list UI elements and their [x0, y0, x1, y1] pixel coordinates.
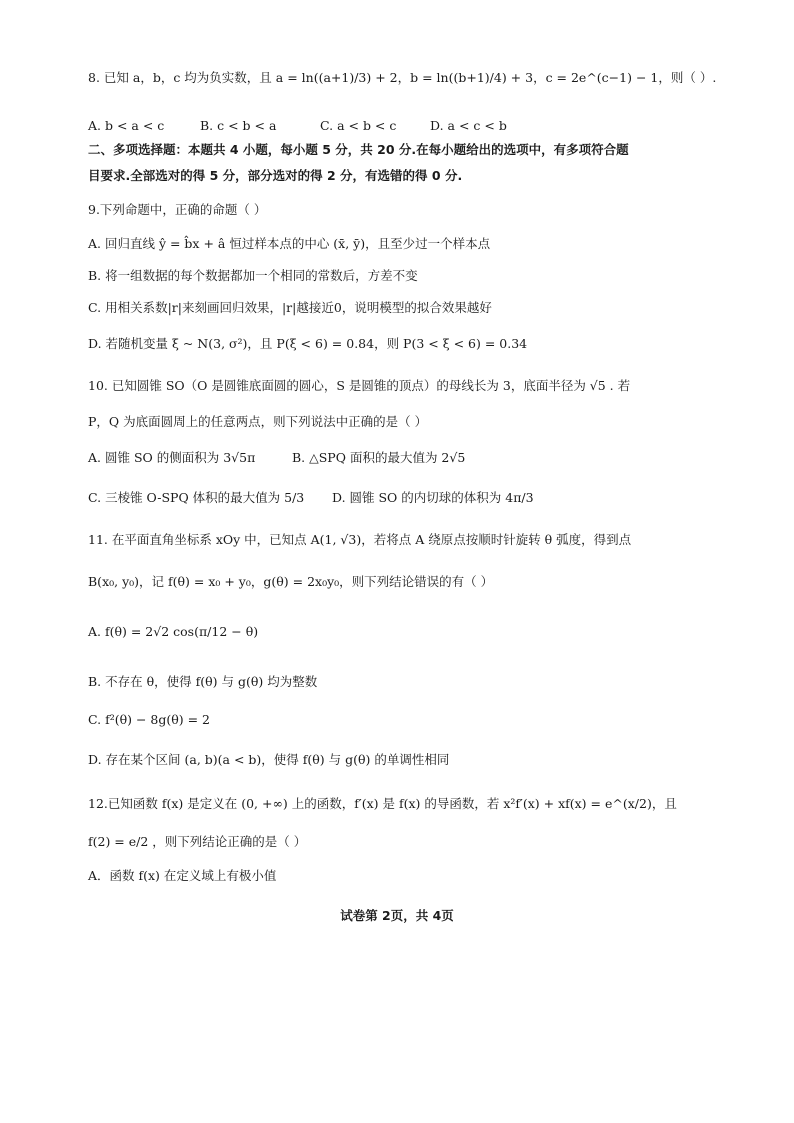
q10-option-d: D. 圆锥 SO 的内切球的体积为 4π/3 [332, 490, 534, 505]
q9-option-d: D. 若随机变量 ξ ~ N(3, σ²)，且 P(ξ < 6) = 0.84，则 P(3 < ξ < 6) = 0.34 [88, 336, 528, 351]
q11-option-d: D. 存在某个区间 (a, b)(a < b)，使得 f(θ) 与 g(θ) 的单调性相同 [88, 752, 450, 767]
q8-option-b: B. c < b < a [200, 118, 277, 133]
q8-stem: 8. 已知 a，b，c 均为负实数，且 a = ln((a+1)/3) + 2，b = ln((b+1)/4) + 3，c = 2e^(c−1) − 1，则（ ）. [88, 70, 717, 85]
page-footer: 试卷第 2页，共 4页 [340, 908, 454, 923]
q9-option-a: A. 回归直线 ŷ = b̂x + â 恒过样本点的中心 (x̄, ȳ)，且至少过一个样本点 [88, 236, 491, 251]
q10-stem-line1: 10. 已知圆锥 SO（O 是圆锥底面圆的圆心，S 是圆锥的顶点）的母线长为 3，底面半径为 √5 . 若 [88, 378, 631, 393]
q9-option-c: C. 用相关系数|r|来刻画回归效果，|r|越接近0，说明模型的拟合效果越好 [88, 300, 492, 315]
q11-stem-line1: 11. 在平面直角坐标系 xOy 中，已知点 A(1, √3)，若将点 A 绕原点按顺时针旋转 θ 弧度，得到点 [88, 532, 632, 547]
q8-option-c: C. a < b < c [320, 118, 397, 133]
q8-option-a: A. b < a < c [88, 118, 165, 133]
q12-stem-line1: 12.已知函数 f(x) 是定义在 (0, +∞) 上的函数，f′(x) 是 f(x) 的导函数，若 x²f′(x) + xf(x) = e^(x/2)，且 [88, 796, 677, 811]
q9-option-b: B. 将一组数据的每个数据都加一个相同的常数后，方差不变 [88, 268, 418, 283]
q8-option-d: D. a < c < b [430, 118, 507, 133]
q12-option-a: A．函数 f(x) 在定义域上有极小值 [88, 868, 277, 883]
q10-option-b: B. △SPQ 面积的最大值为 2√5 [292, 450, 466, 465]
q11-option-c: C. f²(θ) − 8g(θ) = 2 [88, 712, 211, 727]
q9-stem: 9.下列命题中，正确的命题（ ） [88, 202, 267, 217]
section2-instruction-line2: 目要求.全部选对的得 5 分，部分选对的得 2 分，有选错的得 0 分. [88, 168, 463, 183]
section2-instruction-line1: 二、多项选择题：本题共 4 小题，每小题 5 分，共 20 分.在每小题给出的选项中，有多项符合题 [88, 142, 629, 157]
q11-option-a: A. f(θ) = 2√2 cos(π/12 − θ) [88, 624, 259, 639]
q11-option-b: B. 不存在 θ，使得 f(θ) 与 g(θ) 均为整数 [88, 674, 318, 689]
q10-option-a: A. 圆锥 SO 的侧面积为 3√5π [88, 450, 256, 465]
q12-stem-line2: f(2) = e/2 ，则下列结论正确的是（ ） [88, 834, 307, 849]
q11-stem-line2: B(x₀, y₀)，记 f(θ) = x₀ + y₀，g(θ) = 2x₀y₀，则下列结论错误的有（ ） [88, 574, 494, 589]
q10-stem-line2: P，Q 为底面圆周上的任意两点，则下列说法中正确的是（ ） [88, 414, 428, 429]
q10-option-c: C. 三棱锥 O-SPQ 体积的最大值为 5/3 [88, 490, 305, 505]
